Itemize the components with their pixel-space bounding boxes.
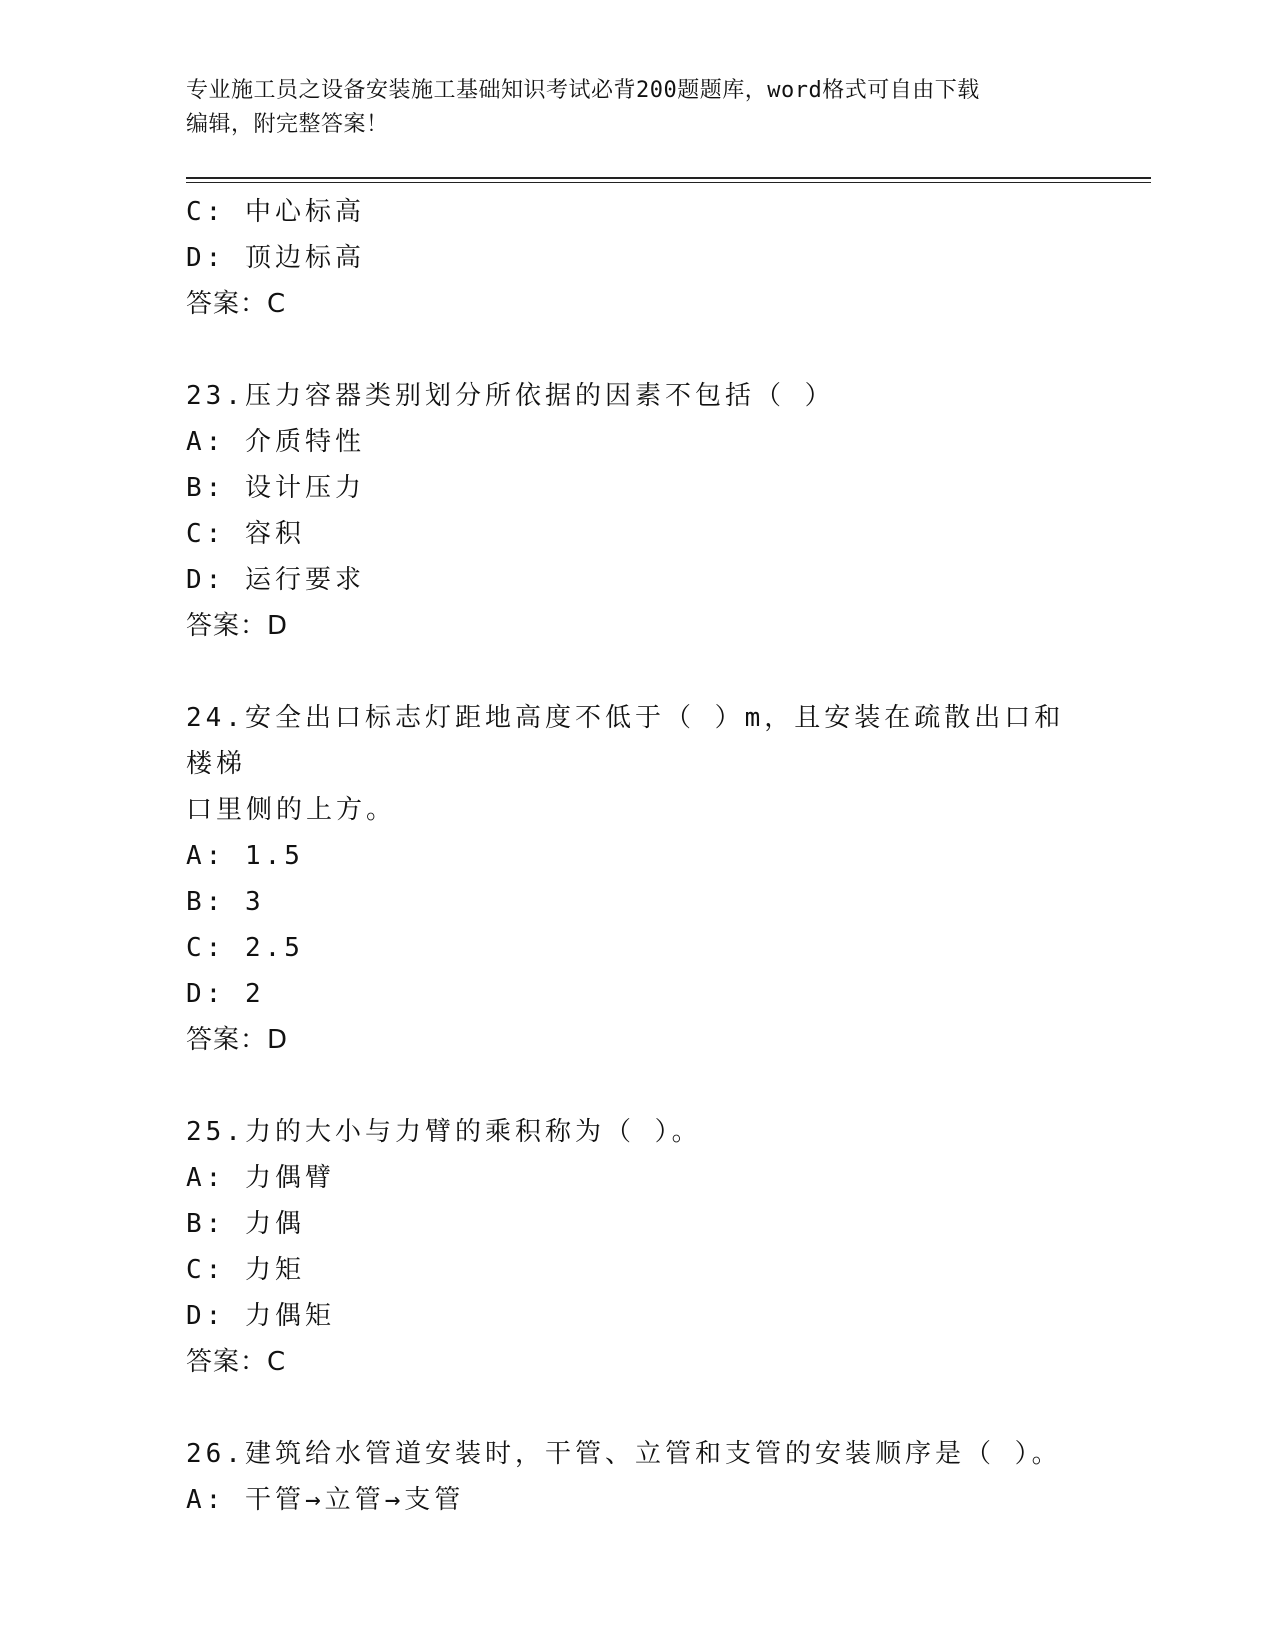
spacer (186, 1063, 1086, 1109)
option-line: D: 2 (186, 979, 265, 1009)
question-list (186, 189, 1086, 1523)
question-26 (186, 1431, 1086, 1523)
header-divider-thin (186, 182, 1151, 183)
option-line: B: 设计压力 (186, 473, 365, 503)
question-stem: 25.力的大小与力臂的乘积称为（ ）。 (186, 1117, 702, 1147)
option-line: B: 3 (186, 887, 265, 917)
question-23 (186, 373, 1086, 649)
option-line: A: 力偶臂 (186, 1163, 335, 1193)
option-line: C: 中心标高 (186, 197, 365, 227)
header-divider-thick (186, 177, 1151, 179)
option-line: C: 力矩 (186, 1255, 305, 1285)
question-24 (186, 695, 1086, 1063)
question-stem: 23.压力容器类别划分所依据的因素不包括（ ） (186, 381, 835, 411)
question-stem: 24.安全出口标志灯距地高度不低于（ ）m，且安装在疏散出口和楼梯 (186, 703, 1065, 779)
option-line: D: 力偶矩 (186, 1301, 335, 1331)
answer-line: 答案：C (186, 1347, 287, 1377)
header-line-1: 专业施工员之设备安装施工基础知识考试必背200题题库，word格式可自由下载 (186, 78, 980, 103)
spacer (186, 649, 1086, 695)
question-25 (186, 1109, 1086, 1385)
option-line: C: 容积 (186, 519, 305, 549)
option-line: A: 1.5 (186, 841, 304, 871)
carryover-block (186, 189, 1086, 327)
question-stem-continued: 口里侧的上方。 (186, 795, 397, 825)
answer-line: 答案：C (186, 289, 287, 319)
question-stem: 26.建筑给水管道安装时，干管、立管和支管的安装顺序是（ ）。 (186, 1439, 1062, 1469)
option-line: C: 2.5 (186, 933, 304, 963)
option-line: B: 力偶 (186, 1209, 305, 1239)
answer-line: 答案：D (186, 611, 289, 641)
spacer (186, 327, 1086, 373)
document-header (186, 74, 1086, 142)
option-line: D: 顶边标高 (186, 243, 365, 273)
option-line: A: 干管→立管→支管 (186, 1485, 465, 1515)
spacer (186, 1385, 1086, 1431)
answer-line: 答案：D (186, 1025, 289, 1055)
option-line: D: 运行要求 (186, 565, 365, 595)
header-line-2: 编辑，附完整答案！ (186, 112, 389, 137)
option-line: A: 介质特性 (186, 427, 365, 457)
